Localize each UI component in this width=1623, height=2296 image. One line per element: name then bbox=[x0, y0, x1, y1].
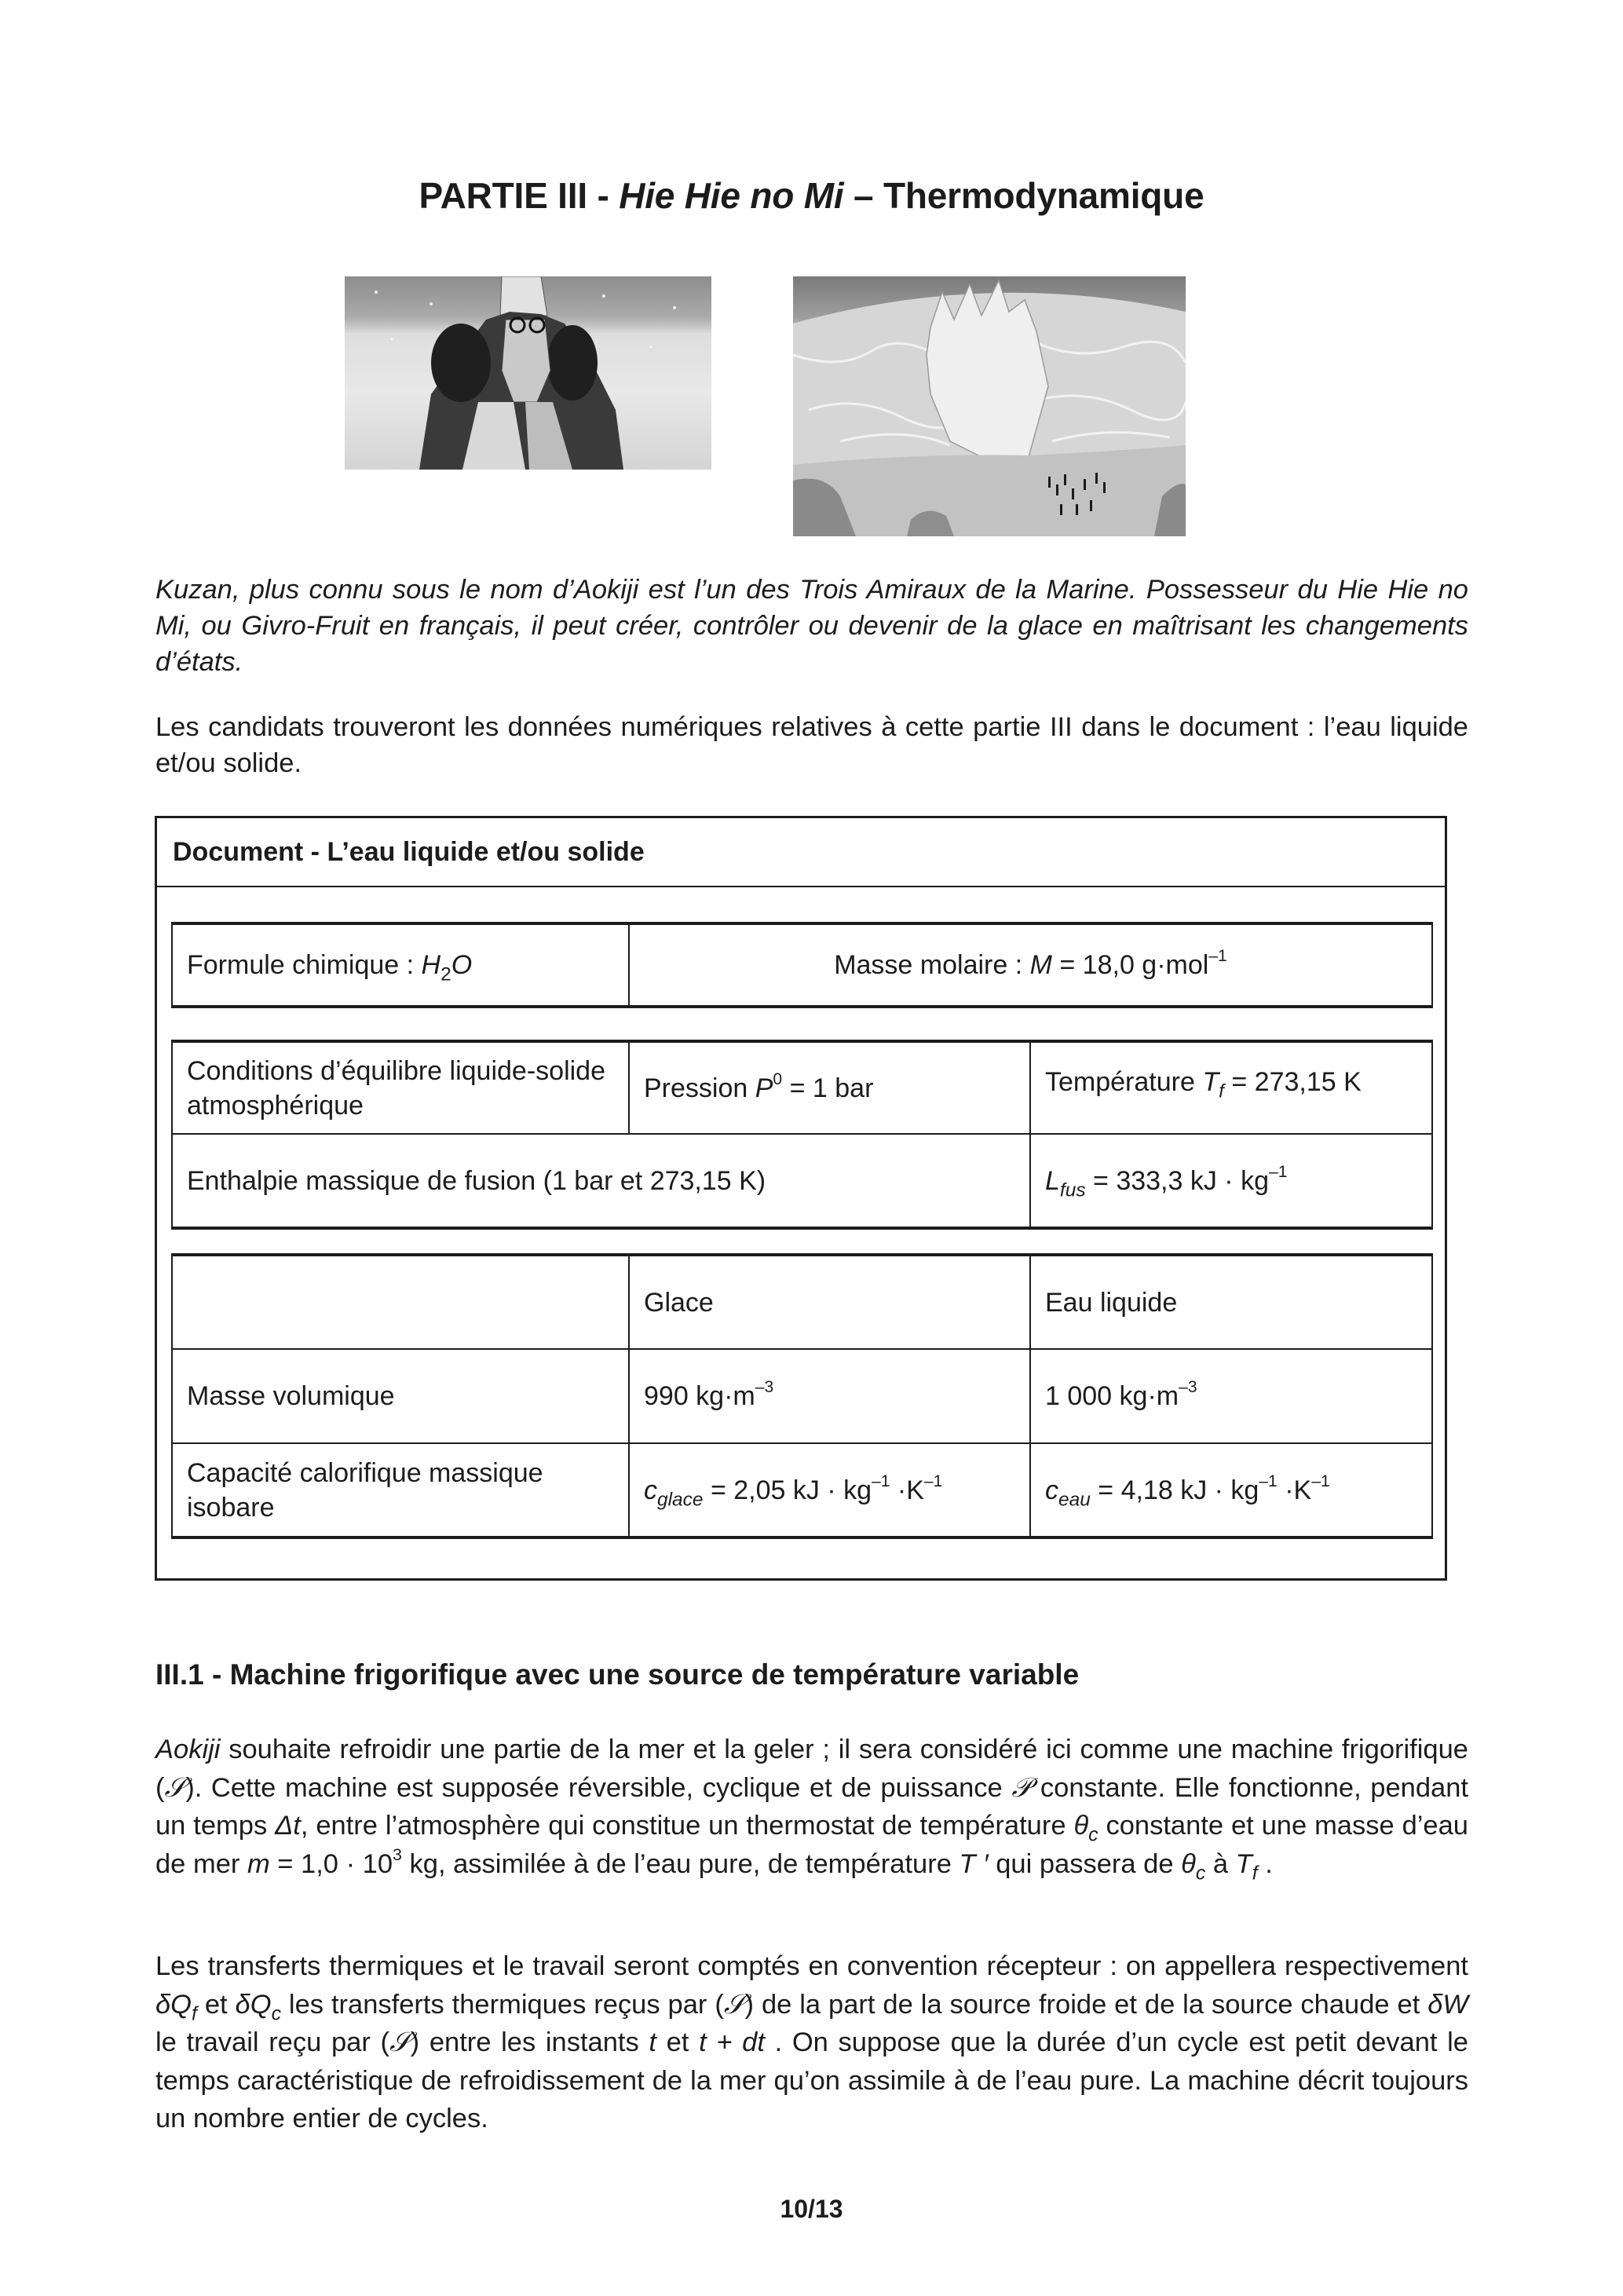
temperature-value: = 273,15 K bbox=[1223, 1067, 1362, 1097]
heat-capacity-label: Capacité calorifique massique isobare bbox=[172, 1443, 629, 1537]
delta-q-f-sub: f bbox=[192, 2003, 197, 2025]
theta-c: θ bbox=[1073, 1811, 1089, 1841]
formula-label: Formule chimique : bbox=[187, 950, 422, 980]
c-ice-unit2: ·K bbox=[890, 1475, 924, 1505]
conditions-label: Conditions d’équilibre liquide-solide atmosphérique bbox=[172, 1041, 629, 1134]
density-ice-exp: –3 bbox=[755, 1378, 774, 1397]
properties-header-ice: Glace bbox=[629, 1255, 1030, 1349]
p1-text-2: ). Cette machine est supposée réversible, cyclique et de puissance bbox=[185, 1772, 1012, 1803]
temperature-cell bbox=[1030, 1041, 1432, 1134]
temperature-symbol: T bbox=[1202, 1067, 1219, 1097]
title-italic: Hie Hie no Mi bbox=[619, 175, 844, 216]
c-ice-sub: glace bbox=[657, 1489, 704, 1511]
p2-text-2: et bbox=[196, 1989, 236, 2020]
pressure-label: Pression bbox=[644, 1073, 755, 1103]
document-title: Document - L’eau liquide et/ou solide bbox=[157, 818, 1445, 887]
t-f-sub: f bbox=[1252, 1863, 1258, 1885]
p1-text-6: , assimilée à de l’eau pure, de température bbox=[437, 1848, 960, 1879]
aokiji-portrait-image bbox=[345, 276, 711, 470]
page-title bbox=[0, 174, 1623, 217]
pressure-exp: 0 bbox=[773, 1069, 783, 1088]
p1-text-7: qui passera de bbox=[988, 1848, 1182, 1879]
formula-sub: 2 bbox=[440, 963, 451, 985]
p2-text-1: Les transferts thermiques et le travail seront comptés en convention récepteur : on appellera respectivement bbox=[155, 1951, 1468, 1981]
molar-exp: –1 bbox=[1208, 947, 1227, 966]
t-prime: T ′ bbox=[959, 1848, 989, 1879]
p1-text-5: constante et une masse d’eau de mer bbox=[155, 1811, 1468, 1879]
section-paragraph-1 bbox=[155, 1731, 1468, 1883]
title-suffix: – Thermodynamique bbox=[843, 175, 1204, 216]
delta-w: δW bbox=[1427, 1989, 1468, 2020]
aokiji-name: Aokiji bbox=[155, 1735, 221, 1764]
enthalpy-exp: –1 bbox=[1268, 1162, 1288, 1181]
intro-paragraph-1: Kuzan, plus connu sous le nom d’Aokiji est l’un des Trois Amiraux de la Marine. Possesseur du Hie Hie no Mi, ou Givro-Fruit en français, il peut créer, contrôler ou devenir de la glace en maîtrisant les changements d’états. bbox=[155, 575, 1468, 677]
delta-q-c-sub: c bbox=[271, 2003, 281, 2025]
theta-c-2-sub: c bbox=[1195, 1863, 1206, 1885]
c-water-exp2: –1 bbox=[1311, 1472, 1330, 1490]
system-symbol-2: 𝒮 bbox=[723, 1988, 745, 2020]
properties-header-empty bbox=[172, 1255, 629, 1349]
aokiji-portrait-illustration bbox=[345, 276, 711, 470]
p2-text-7: et bbox=[656, 2027, 700, 2057]
enthalpy-symbol: L bbox=[1045, 1165, 1060, 1196]
c-water-sub: eau bbox=[1058, 1489, 1091, 1511]
p2-text-5: le travail reçu par ( bbox=[155, 2027, 389, 2057]
formula-h: H bbox=[421, 950, 441, 980]
enthalpy-value: = 333,3 kJ · kg bbox=[1085, 1165, 1269, 1196]
p2-text-4: ) de la part de la source froide et de la source chaude et bbox=[744, 1989, 1428, 2020]
mass-value: = 1,0 · 10 bbox=[269, 1848, 393, 1879]
p2-text-6: ) entre les instants bbox=[410, 2027, 649, 2057]
temperature-sub: f bbox=[1219, 1080, 1224, 1102]
formula-table bbox=[171, 922, 1433, 1008]
molar-mass-cell bbox=[629, 923, 1432, 1007]
pressure-symbol: P bbox=[755, 1073, 773, 1103]
t-var: t bbox=[649, 2027, 657, 2057]
pressure-cell bbox=[629, 1041, 1030, 1134]
p1-text-4: , entre l’atmosphère qui constitue un thermostat de température bbox=[300, 1811, 1074, 1841]
p1-text-1: souhaite refroidir une partie de la mer et la geler ; il sera considéré ici comme une machine frigorifique ( bbox=[155, 1735, 1468, 1803]
c-water-unit2: ·K bbox=[1277, 1475, 1312, 1505]
heat-capacity-ice-cell bbox=[629, 1443, 1030, 1537]
density-ice: 990 kg·m bbox=[644, 1381, 755, 1411]
delta-q-f: δQ bbox=[155, 1989, 192, 2020]
c-water-symbol: c bbox=[1045, 1475, 1058, 1505]
molar-value: = 18,0 g·mol bbox=[1051, 950, 1209, 980]
intro-paragraph-2: Les candidats trouveront les données numériques relatives à cette partie III dans le document : l’eau liquide et/ou solide. bbox=[155, 712, 1468, 778]
page-number: 10/13 bbox=[780, 2195, 843, 2223]
p1-text-8: à bbox=[1205, 1848, 1236, 1879]
p2-text-3: les transferts thermiques reçus par ( bbox=[280, 1989, 724, 2020]
frozen-sea-image bbox=[793, 276, 1186, 536]
density-water: 1 000 kg·m bbox=[1045, 1381, 1179, 1411]
t-plus-dt: t + dt bbox=[699, 2027, 765, 2057]
document-box bbox=[155, 816, 1447, 1581]
title-prefix: PARTIE III - bbox=[419, 175, 620, 216]
mass-symbol: m bbox=[247, 1848, 270, 1879]
heat-capacity-water-cell bbox=[1030, 1443, 1432, 1537]
density-label: Masse volumique bbox=[172, 1349, 629, 1443]
c-ice-value: = 2,05 kJ · kg bbox=[703, 1475, 872, 1505]
c-water-exp1: –1 bbox=[1259, 1472, 1278, 1490]
temperature-label: Température bbox=[1045, 1067, 1203, 1097]
delta-t: Δt bbox=[275, 1811, 301, 1841]
section-paragraph-2 bbox=[155, 1947, 1468, 2138]
c-ice-exp2: –1 bbox=[923, 1472, 943, 1490]
system-symbol: 𝒮 bbox=[164, 1771, 186, 1804]
c-water-value: = 4,18 kJ · kg bbox=[1090, 1475, 1259, 1505]
section-title: III.1 - Machine frigorifique avec une source de température variable bbox=[155, 1658, 1080, 1691]
theta-c-sub: c bbox=[1088, 1824, 1098, 1846]
c-ice-symbol: c bbox=[644, 1475, 657, 1505]
density-ice-cell bbox=[629, 1349, 1030, 1443]
power-symbol: 𝒫 bbox=[1011, 1771, 1032, 1804]
theta-c-2: θ bbox=[1181, 1848, 1196, 1879]
density-water-cell bbox=[1030, 1349, 1432, 1443]
p1-text-9: . bbox=[1257, 1848, 1273, 1879]
properties-table bbox=[171, 1253, 1433, 1539]
system-symbol-3: 𝒮 bbox=[389, 2027, 411, 2058]
formula-cell bbox=[172, 923, 629, 1007]
frozen-sea-illustration bbox=[793, 276, 1186, 536]
delta-q-c: δQ bbox=[235, 1989, 272, 2020]
p1-text-3: constante. Elle fonctionne, pendant un temps bbox=[155, 1772, 1468, 1841]
p2-text-8: . On suppose que la durée d’un cycle est petit devant le temps caractéristique de refroidissement de la mer qu’on assimile à de l’eau pure. La machine décrit toujours un nombre entier de cycles. bbox=[155, 2027, 1468, 2133]
density-water-exp: –3 bbox=[1179, 1378, 1197, 1397]
enthalpy-sub: fus bbox=[1059, 1179, 1086, 1201]
molar-label: Masse molaire : bbox=[834, 950, 1030, 980]
mass-unit: kg bbox=[401, 1848, 438, 1879]
enthalpy-label: Enthalpie massique de fusion (1 bar et 273,15 K) bbox=[172, 1134, 1030, 1228]
pressure-value: = 1 bar bbox=[782, 1073, 874, 1103]
molar-symbol: M bbox=[1029, 950, 1052, 980]
mass-exp: 3 bbox=[393, 1844, 402, 1864]
enthalpy-cell bbox=[1030, 1134, 1432, 1228]
t-f: T bbox=[1235, 1848, 1252, 1879]
properties-header-water: Eau liquide bbox=[1030, 1255, 1432, 1349]
equilibrium-table bbox=[171, 1040, 1433, 1230]
formula-o: O bbox=[451, 950, 473, 980]
c-ice-exp1: –1 bbox=[872, 1472, 890, 1490]
